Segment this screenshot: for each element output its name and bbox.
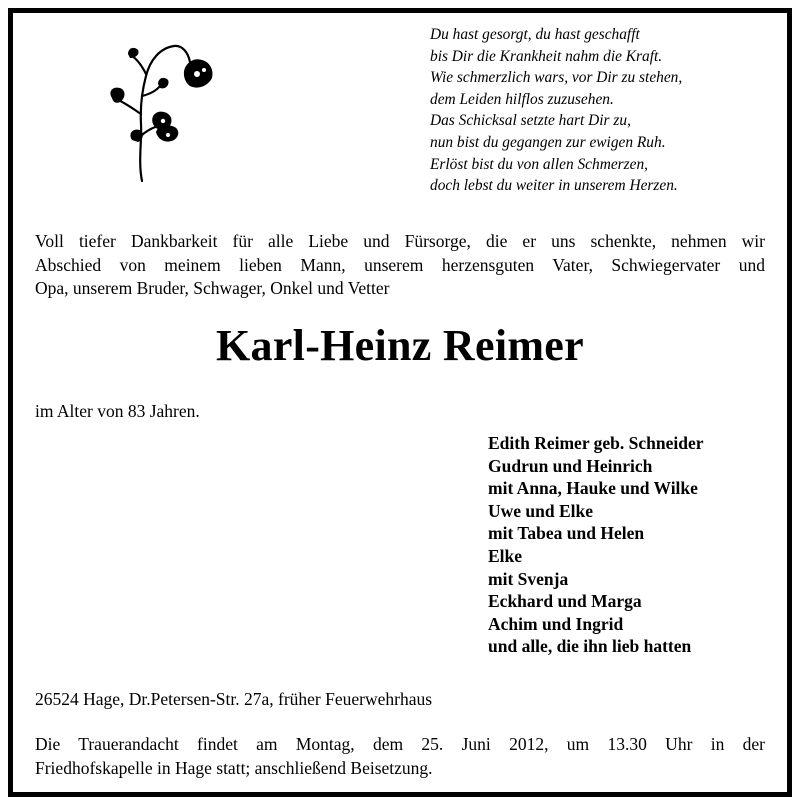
intro-line: Abschied von meinem lieben Mann, unserem herzensguten Vater, Schwiegervater und bbox=[35, 254, 765, 275]
deceased-name: Karl-Heinz Reimer bbox=[216, 321, 584, 370]
mourner-entry: mit Tabea und Helen bbox=[488, 523, 645, 544]
poem-line: bis Dir die Krankheit nahm die Kraft. bbox=[430, 47, 663, 65]
poem-line: doch lebst du weiter in unserem Herzen. bbox=[430, 177, 678, 195]
poem-line: Wie schmerzlich wars, vor Dir zu stehen, bbox=[430, 69, 683, 87]
intro-paragraph bbox=[35, 230, 765, 301]
mourners-list bbox=[488, 432, 788, 658]
mourner-entry: Achim und Ingrid bbox=[488, 613, 624, 634]
mourner-entry: Eckhard und Marga bbox=[488, 591, 642, 612]
poem-line: nun bist du gegangen zur ewigen Ruh. bbox=[430, 133, 666, 151]
poem-line: Das Schicksal setzte hart Dir zu, bbox=[430, 112, 631, 130]
mourner-entry: Elke bbox=[488, 545, 523, 566]
service-line: Friedhofskapelle in Hage statt; anschließend Beisetzung. bbox=[35, 757, 433, 778]
poem-line: Du hast gesorgt, du hast geschafft bbox=[430, 26, 640, 43]
intro-line: Voll tiefer Dankbarkeit für alle Liebe und Fürsorge, die er uns schenkte, nehmen wir bbox=[35, 231, 765, 251]
service-line: Die Trauerandacht findet am Montag, dem 25. Juni 2012, um 13.30 Uhr in der bbox=[35, 734, 765, 754]
mourner-entry: Gudrun und Heinrich bbox=[488, 455, 653, 476]
mourner-entry: Uwe und Elke bbox=[488, 500, 594, 521]
poem-line: Erlöst bist du von allen Schmerzen, bbox=[430, 155, 649, 173]
mourner-entry: mit Svenja bbox=[488, 568, 569, 589]
memorial-poem bbox=[430, 24, 770, 197]
poem-line: dem Leiden hilflos zuzusehen. bbox=[430, 90, 614, 108]
mourner-entry: Edith Reimer geb. Schneider bbox=[488, 433, 704, 453]
intro-line: Opa, unserem Bruder, Schwager, Onkel und Vetter bbox=[35, 278, 390, 298]
family-address: 26524 Hage, Dr.Petersen-Str. 27a, früher Feuerwehrhaus bbox=[35, 689, 433, 709]
service-notice bbox=[35, 733, 765, 780]
age-text: im Alter von 83 Jahren. bbox=[35, 401, 200, 421]
mourner-entry: mit Anna, Hauke und Wilke bbox=[488, 478, 698, 499]
mourner-entry: und alle, die ihn lieb hatten bbox=[488, 636, 692, 657]
rose-icon bbox=[98, 36, 228, 188]
